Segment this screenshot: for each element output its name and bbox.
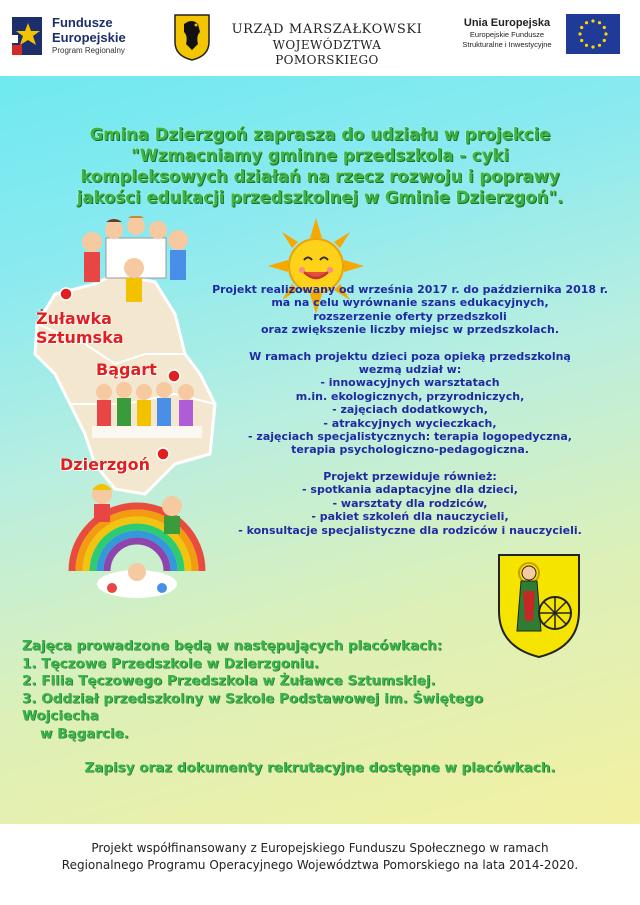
poster-title (40, 124, 600, 208)
info-line: - innowacyjnych warsztatach (320, 376, 500, 390)
poster (0, 76, 640, 824)
info-line: W ramach projektu dzieci poza opieką przedszkolną (249, 349, 571, 363)
place-line: Sztumska (36, 328, 124, 347)
info-line: rozszerzenie oferty przedszkoli (313, 309, 507, 323)
info-line: terapia psychologiczno-pedagogiczna. (291, 443, 529, 457)
location-item: 3. Oddział przedszkolny w Szkole Podstawowej im. Świętego Wojciecha (22, 690, 484, 724)
ue-funds-line1: Europejskie Fundusze (469, 30, 545, 39)
ue-label: Unia Europejska (463, 17, 551, 29)
fundusze-label: Fundusze (52, 15, 113, 30)
info-line: oraz zwiększenie liczby miejsc w przedszkolach. (260, 323, 560, 337)
project-info (200, 283, 620, 537)
urzad-line1: URZĄD MARSZAŁKOWSKI (231, 22, 423, 37)
info-line: - konsultacje specjalistyczne dla rodziców i nauczycieli. (238, 523, 582, 537)
place-label-zulawka (36, 309, 124, 347)
enrollment-note: Zapisy oraz dokumenty rekrutacyjne dostępne w placówkach. (84, 760, 556, 776)
info-line: wezmą udział w: (358, 363, 462, 377)
fundusze-europejskie-logo (10, 12, 160, 64)
rainbow-kids-illustration (62, 476, 212, 606)
location-item: w Bągarcie. (40, 725, 129, 742)
footer-line: Projekt współfinansowany z Europejskiego Funduszu Społecznego w ramach (91, 841, 549, 855)
location-item: 2. Filia Tęczowego Przedszkola w Żuławce Sztumskiej. (22, 673, 436, 689)
children-with-board-illustration (78, 216, 193, 306)
info-line: ma na celu wyrównanie szans edukacyjnych, (271, 296, 549, 310)
location-item: 1. Tęczowe Przedszkole w Dzierzgoniu. (22, 655, 319, 672)
urzad-line2: WOJEWÓDZTWA POMORSKIEGO (272, 38, 382, 67)
urzad-marszalkowski-logo (170, 10, 440, 66)
griffin-crest-icon (172, 12, 212, 62)
title-line: jakości edukacji przedszkolnej w Gminie Dzierzgoń". (76, 188, 564, 207)
locations-list (22, 638, 522, 743)
children-group-illustration (92, 376, 202, 441)
unia-europejska-logo (452, 14, 632, 64)
footer (0, 824, 640, 905)
ue-funds-line2: Strukturalne i Inwestycyjne (462, 40, 552, 49)
title-line: "Wzmacniamy gminne przedszkola - cyki (131, 146, 509, 165)
info-line: - atrakcyjnych wycieczkach, (323, 416, 497, 430)
info-line: Projekt realizowany od września 2017 r. do października 2018 r. (212, 283, 608, 296)
title-line: kompleksowych działań na rzecz rozwoju i poprawy (80, 167, 560, 186)
info-line: m.in. ekologicznych, przyrodniczych, (295, 389, 525, 403)
place-label-bagart: Bągart (96, 360, 157, 379)
info-line: - spotkania adaptacyjne dla dzieci, (302, 483, 518, 497)
fundusze-europejskie-icon (10, 15, 46, 59)
info-line: Projekt przewiduje również: (323, 469, 497, 483)
footer-line: Regionalnego Programu Operacyjnego Województwa Pomorskiego na lata 2014-2020. (61, 858, 579, 872)
europejskie-label: Europejskie (52, 30, 126, 45)
info-line: - zajęciach specjalistycznych: terapia logopedyczna, (248, 430, 572, 444)
header (0, 0, 640, 76)
info-line: - zajęciach dodatkowych, (332, 403, 488, 417)
info-line: - pakiet szkoleń dla nauczycieli, (311, 510, 509, 524)
locations-intro: Zajęca prowadzone będą w następujących placówkach: (22, 638, 443, 654)
info-line: - warsztaty dla rodziców, (332, 496, 488, 510)
program-regionalny-label: Program Regionalny (52, 46, 125, 55)
title-line: Gmina Dzierzgoń zaprasza do udziału w projekcie (89, 125, 551, 144)
eu-flag-icon (566, 14, 620, 54)
place-label-dzierzgon: Dzierzgoń (60, 455, 150, 474)
place-line: Żuławka (36, 309, 112, 328)
